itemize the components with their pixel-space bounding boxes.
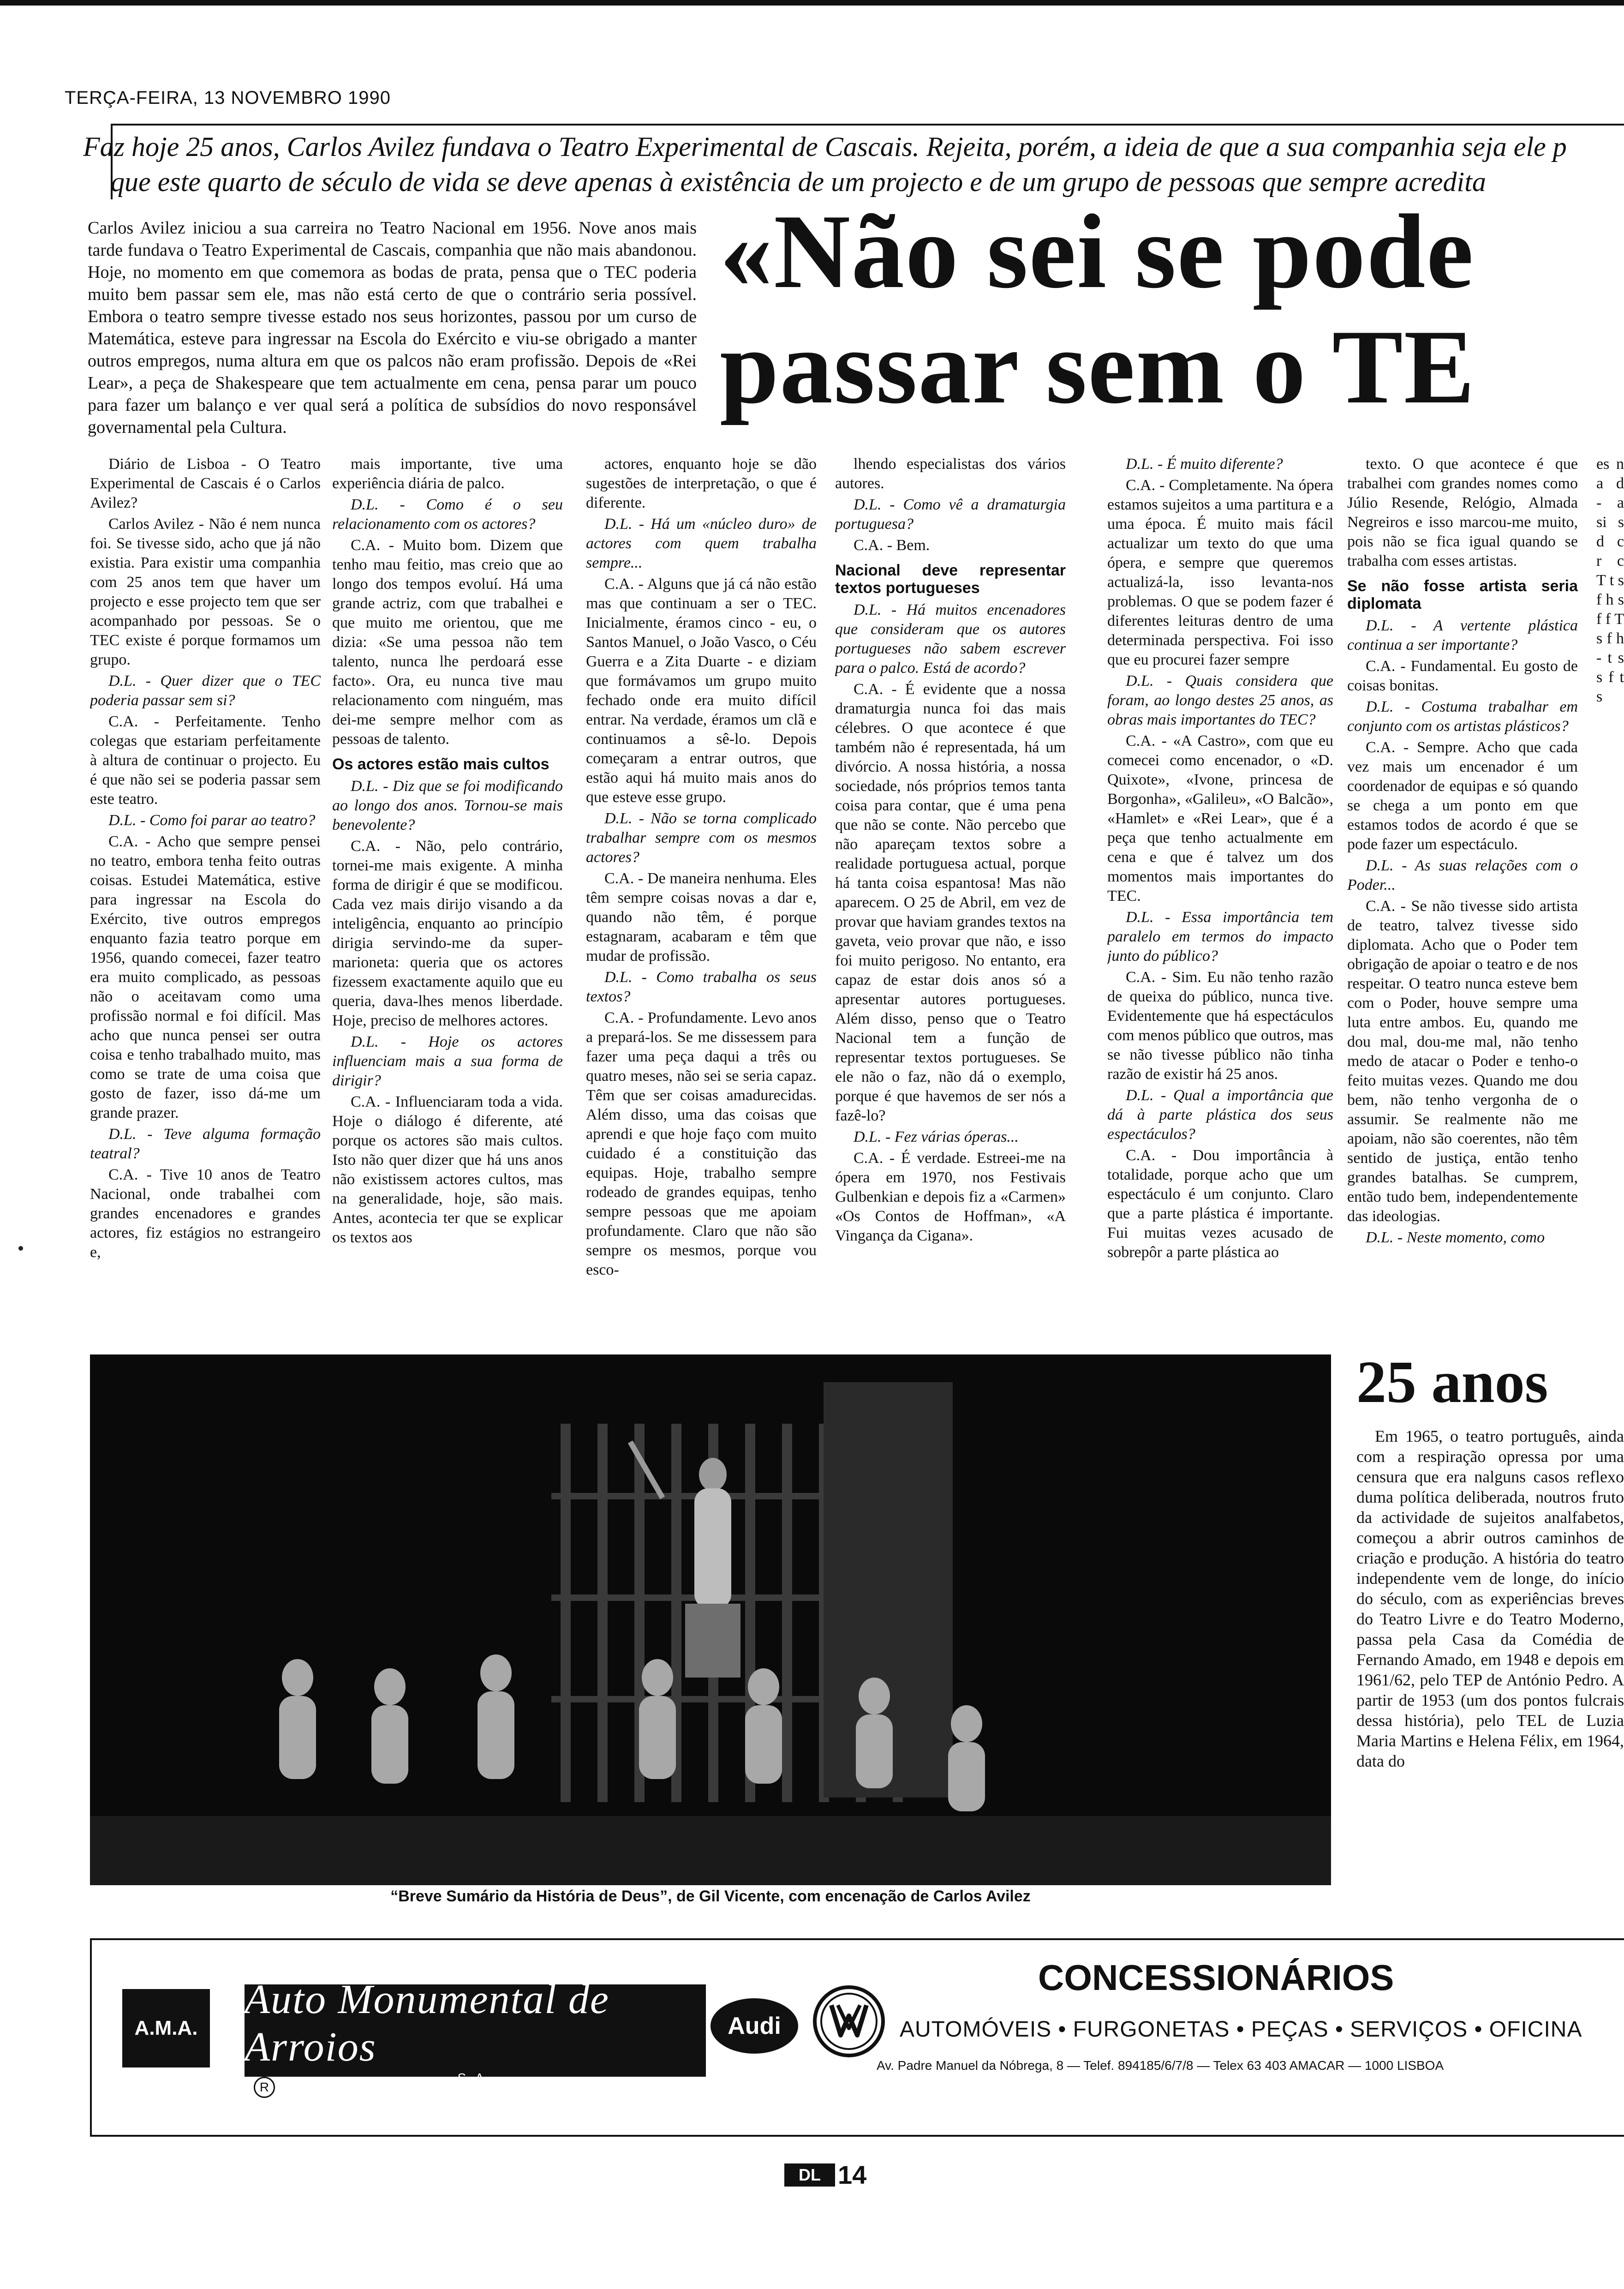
question: D.L. - Qual a importância que dá à parte plástica dos seus espectáculos? bbox=[1107, 1087, 1333, 1143]
paragraph: C.A. - «A Castro», com que eu comecei como encenador, o «D. Quixote», «Ivone, princesa de Borgonha», «Galileu», «O Balcão», «Hamlet» e «Rei Lear», que é a peça que tenho actualmente em cena e que é talvez um dos momentos mais importantes do TEC. bbox=[1107, 732, 1333, 905]
paragraph: C.A. - Tive 10 anos de Teatro Nacional, onde trabalhei com grandes encenadores e grandes actores, fiz estágios no estrangeiro e, bbox=[90, 1166, 321, 1261]
newspaper-logo: DL bbox=[784, 2163, 835, 2187]
intro-line-2: que este quarto de século de vida se deve apenas à existência de um projecto e de um grupo de pessoas que sempre acredita bbox=[111, 167, 1486, 197]
question: D.L. - A vertente plástica continua a ser importante? bbox=[1347, 617, 1578, 653]
paragraph: Diário de Lisboa - O Teatro Experimental de Cascais é o Carlos Avilez? bbox=[90, 455, 321, 511]
paragraph: C.A. - É evidente que a nossa dramaturgia nunca foi das mais célebres. O que acontece é que também não é representada, há um divórcio. A nossa história, a nossa sociedade, nós próprios temos tanta coisa para contar, que é uma pena que não se conte. Não percebo que não apareçam textos sobre a realidade portuguesa actual, porque há tanta coisa espantosa! Mas não aparecem. O 25 de Abril, em vez de provar que haviam grandes textos na gaveta, veio provar que não, e isso foi muito perigoso. No entanto, era capaz de estar dois anos só a apresentar autores portugueses. Além disso, penso que o Teatro Nacional tem a função de representar textos portugueses. Se ele não o faz, não dá o exemplo, porque é que havemos de ser nós a fazê-lo? bbox=[835, 681, 1066, 1124]
headline bbox=[720, 194, 1475, 425]
paragraph: C.A. - Acho que sempre pensei no teatro, embora tenha feito outras coisas. Estudei Matemática, estive para ingressar na Escola do Exército, tive outros empregos enquanto fazia teatro porque em 1956, quando comecei, fazer teatro era muito complicado, as pessoas não o aceitavam como uma profissão normal e foi difícil. Mas acho que nunca pensei ser outra coisa e tenho trabalhado muito, mas como se trate de uma coisa que gosto de fazer, isso dá-me um grande prazer. bbox=[90, 833, 321, 1121]
scan-mark bbox=[18, 1246, 23, 1251]
lede-paragraph: Carlos Avilez iniciou a sua carreira no Teatro Nacional em 1956. Nove anos mais tarde fundava o Teatro Experimental de Cascais, companhia que não mais abandonou. Hoje, no momento em que comemora as bodas de prata, pensa que o TEC poderia muito bem passar sem ele, mas não está certo de que o contrário seria possível. Embora o teatro sempre tivesse estado nos seus horizontes, passou por um curso de Matemática, esteve para ingressar na Escola do Exército e viu-se obrigado a manter outros empregos, numa altura em que os palcos não eram profissão. Depois de «Rei Lear», a peça de Shakespeare que tem actualmente em cena, pensa parar um pouco para fazer um balanço e ver qual será a política de subsídios do novo responsável governamental pela Cultura. bbox=[88, 218, 697, 437]
question: D.L. - Fez várias óperas... bbox=[854, 1128, 1019, 1145]
question: D.L. - Hoje os actores influenciam mais a sua forma de dirigir? bbox=[332, 1033, 563, 1089]
stage-photo-illustration bbox=[90, 1354, 1331, 1885]
paragraph: C.A. - Influenciaram toda a vida. Hoje o diálogo é diferente, até porque os actores são mais cultos. Isto não quer dizer que há uns anos não existissem actores cultos, mas na generalidade, hoje, são mais. Antes, acontecia ter que se explicar os textos aos bbox=[332, 1093, 563, 1246]
headline-line-2: passar sem o TE bbox=[720, 308, 1476, 425]
company-name: Auto Monumental de Arroios bbox=[245, 1977, 609, 2070]
headline-line-1: «Não sei se pode bbox=[720, 192, 1475, 310]
question: D.L. - Teve alguma formação teatral? bbox=[90, 1126, 321, 1162]
subheading: Se não fosse artista seria diplomata bbox=[1347, 577, 1578, 612]
paragraph: C.A. - Sempre. Acho que cada vez mais um encenador é um coordenador de equipas e só quando se chega a um ponto em que estamos todos de acordo é que se pode fazer um espectáculo. bbox=[1347, 739, 1578, 853]
question: D.L. - Não se torna complicado trabalhar sempre com os mesmos actores? bbox=[586, 810, 817, 866]
paragraph: Carlos Avilez - Não é nem nunca foi. Se tivesse sido, acho que já não existia. Para existir uma companhia com 25 anos tem que haver um projecto e esse projecto tem que ser acompanhado por pessoas. Se o TEC existe é porque formamos um grupo. bbox=[90, 515, 321, 668]
article-column-7-cropped: es n a d - a si s d c r c T t s f h s f f T s f h - t s s f t s bbox=[1596, 455, 1624, 705]
question: D.L. - Como é o seu relacionamento com os actores? bbox=[332, 496, 563, 533]
registered-mark-icon: R bbox=[254, 2077, 275, 2098]
question: D.L. - Como vê a dramaturgia portuguesa? bbox=[835, 496, 1066, 533]
sidebar-text bbox=[1356, 1426, 1624, 1771]
question: D.L. - Essa importância tem paralelo em termos do impacto junto do público? bbox=[1107, 909, 1333, 965]
question: D.L. - Neste momento, como bbox=[1366, 1229, 1545, 1246]
stage-photo bbox=[90, 1354, 1331, 1885]
article-column-5 bbox=[1107, 455, 1333, 1336]
question: D.L. - Como trabalha os seus textos? bbox=[586, 969, 817, 1005]
page-number-value: 14 bbox=[838, 2160, 867, 2189]
paragraph: C.A. - Completamente. Na ópera estamos sujeitos a uma partitura e a uma época. É muito mais fácil actualizar um texto do que uma ópera, e sempre que queremos actualizá-la, isso levanta-nos problemas. O que se podem fazer é diferentes leituras dentro de uma determinada perspectiva. Foi isso que eu procurei fazer sempre bbox=[1107, 477, 1333, 668]
paragraph: C.A. - É verdade. Estreei-me na ópera em 1970, nos Festivais Gulbenkian e depois fiz a «Carmen» «Os Contos de Hoffman», «A Vingança da Cigana». bbox=[835, 1150, 1066, 1244]
question: D.L. - As suas relações com o Poder... bbox=[1347, 857, 1578, 893]
paragraph: C.A. - Não, pelo contrário, tornei-me mais exigente. A minha forma de dirigir é que se modificou. Cada vez mais dirijo visando a da inteligência, enquanto ao princípio dirigia servindo-me da super-marioneta: queria que os actores fizessem exactamente aquilo que eu queria, dava-lhes menos liberdade. Hoje, preciso de melhores actores. bbox=[332, 838, 563, 1029]
question: D.L. - Costuma trabalhar em conjunto com os artistas plásticos? bbox=[1347, 698, 1578, 735]
paragraph: C.A. - Alguns que já cá não estão mas que continuam a ser o TEC. Inicialmente, éramos cinco - eu, o Santos Manuel, o João Vasco, o Céu Guerra e a Zita Duarte - e diziam que formávamos um grupo muito fechado onde era muito difícil entrar. Na verdade, éramos um clã e continuamos a sê-lo. Depois começaram a entrar outros, que estão aqui há muito mais anos do que esteve esse grupo. bbox=[586, 575, 817, 806]
top-rule bbox=[0, 0, 1624, 6]
question: D.L. - Há muitos encenadores que consideram que os autores portugueses não sabem escrever para o palco. Está de acordo? bbox=[835, 601, 1066, 677]
photo-caption: “Breve Sumário da História de Deus”, de Gil Vicente, com encenação de Carlos Avilez bbox=[390, 1888, 1031, 1905]
sidebar-paragraph: Em 1965, o teatro português, ainda com a respiração opressa por uma censura que era nalguns casos reflexo duma política deliberada, noutros fruto da actividade de sujeitos analfabetos, começou a abrir outros caminhos de criação e produção. A história do teatro independente vem de longe, do início do século, com as experiências breves do Teatro Livre e do Teatro Moderno, passa pela Casa da Comédia de Fernando Amado, em 1948 e depois em 1961/62, pelo TEP de António Pedro. A partir de 1953 (um dos pontos fulcrais dessa história), pelo TEL de Luzia Maria Martins e Helena Félix, em 1964, data do bbox=[1356, 1427, 1624, 1770]
company-suffix: S.A. bbox=[457, 2071, 493, 2085]
paragraph: C.A. - Sim. Eu não tenho razão de queixa do público, nunca tive. Evidentemente que há espectáculos com menos público que outros, mas se não tivesse público não tinha razão de existir há 25 anos. bbox=[1107, 969, 1333, 1083]
question: D.L. - Quais considera que foram, ao longo destes 25 anos, as obras mais importantes do TEC? bbox=[1107, 672, 1333, 728]
paragraph: mais importante, tive uma experiência diária de palco. bbox=[332, 455, 563, 492]
page-number bbox=[784, 2160, 866, 2190]
sidebar-title: 25 anos bbox=[1356, 1349, 1548, 1415]
question: D.L. - Quer dizer que o TEC poderia passar sem si? bbox=[90, 672, 321, 709]
paragraph: texto. O que acontece é que trabalhei com grandes nomes como Júlio Resende, Relógio, Almada Negreiros e isso marcou-me muito, pois não se fica igual quando se trabalha com esses artistas. bbox=[1347, 455, 1578, 569]
article-column-3 bbox=[586, 455, 817, 1336]
intro-standfirst bbox=[83, 129, 1624, 199]
question: D.L. - Diz que se foi modificando ao longo dos anos. Tornou-se mais benevolente? bbox=[332, 778, 563, 833]
audi-logo: Audi bbox=[710, 1998, 798, 2054]
paragraph: actores, enquanto hoje se dão sugestões de interpretação, o que é diferente. bbox=[586, 455, 817, 511]
question: D.L. - Há um «núcleo duro» de actores com quem trabalha sempre... bbox=[586, 515, 817, 571]
question: D.L. - É muito diferente? bbox=[1126, 455, 1283, 473]
paragraph: lhendo especialistas dos vários autores. bbox=[835, 455, 1066, 492]
article-column-1 bbox=[90, 455, 321, 1336]
paragraph: C.A. - Perfeitamente. Tenho colegas que estariam perfeitamente à altura de continuar o projecto. Eu é que não sei se poderia passar sem este teatro. bbox=[90, 713, 321, 808]
ad-services: AUTOMÓVEIS • FURGONETAS • PEÇAS • SERVIÇOS • OFICINA bbox=[900, 2017, 1582, 2042]
ad-title: CONCESSIONÁRIOS bbox=[1038, 1957, 1394, 1998]
paragraph: C.A. - De maneira nenhuma. Eles têm sempre coisas novas a dar e, quando não têm, é porque estagnaram, acabaram e têm que mudar de profissão. bbox=[586, 870, 817, 965]
article-column-6 bbox=[1347, 455, 1578, 1336]
article-column-4 bbox=[835, 455, 1066, 1336]
paragraph: C.A. - Muito bom. Dizem que tenho mau feitio, mas creio que ao longo dos tempos evoluí. Há uma grande actriz, com que trabalhei e que muito me orientou, que me dizia: «Se uma pessoa não tem talento, nunca lhe perdoará esse facto». Ora, eu nunca tive mau relacionamento com ninguém, mas dei-me sempre melhor com as pessoas de talento. bbox=[332, 537, 563, 748]
vw-logo-icon bbox=[812, 1984, 886, 2058]
ad-address: Av. Padre Manuel da Nóbrega, 8 — Telef. 894185/6/7/8 — Telex 63 403 AMACAR — 1000 LISBOA bbox=[877, 2058, 1444, 2073]
subheading: Os actores estão mais cultos bbox=[332, 755, 549, 773]
article-column-2 bbox=[332, 455, 563, 1336]
paragraph: C.A. - Profundamente. Levo anos a prepará-los. Se me dissessem para fazer uma peça daqui a três ou quatro meses, não sei se seria capaz. Têm que ser coisas amadurecidas. Além disso, uma das coisas que aprendi e que hoje faço com muito cuidado é a constituição das equipas. Hoje, trabalho sempre rodeado de grandes equipas, tenho sempre pessoas que me apoiam profundamente. Claro que não são sempre os mesmos, porque vou esco- bbox=[586, 1009, 817, 1278]
intro-line-1: Faz hoje 25 anos, Carlos Avilez fundava o Teatro Experimental de Cascais. Rejeita, porém, a ideia de que a sua companhia seja ele p bbox=[83, 132, 1567, 162]
paragraph: C.A. - Bem. bbox=[854, 537, 930, 554]
company-logo bbox=[245, 1977, 706, 2085]
question: D.L. - Como foi parar ao teatro? bbox=[108, 812, 316, 829]
paragraph: C.A. - Se não tivesse sido artista de teatro, talvez tivesse sido diplomata. Acho que o Poder tem obrigação de apoiar o teatro e de nos respeitar. O teatro nunca esteve bem com o Poder, houve sempre uma luta entre ambos. Eu, quando me dou mal, dou-me mal, não tenho medo de atacar o Poder e tenho-o feito muitas vezes. Quando me dou bem, não tenho vergonha de o assumir. Se realmente não me apoiam, não são coerentes, não têm sentido de justiça, então tenho grandes batalhas. Se cumprem, então tudo bem, independentemente das ideologias. bbox=[1347, 898, 1578, 1225]
ama-logo: A.M.A. bbox=[122, 1989, 210, 2067]
dateline: TERÇA-FEIRA, 13 NOVEMBRO 1990 bbox=[65, 88, 391, 108]
subheading: Nacional deve representar textos portugueses bbox=[835, 562, 1066, 597]
paragraph: C.A. - Dou importância à totalidade, porque acho que um espectáculo é um conjunto. Claro que a parte plástica é importante. Fui muitas vezes acusado de sobrepôr a parte plástica ao bbox=[1107, 1147, 1333, 1261]
paragraph: C.A. - Fundamental. Eu gosto de coisas bonitas. bbox=[1347, 658, 1578, 694]
